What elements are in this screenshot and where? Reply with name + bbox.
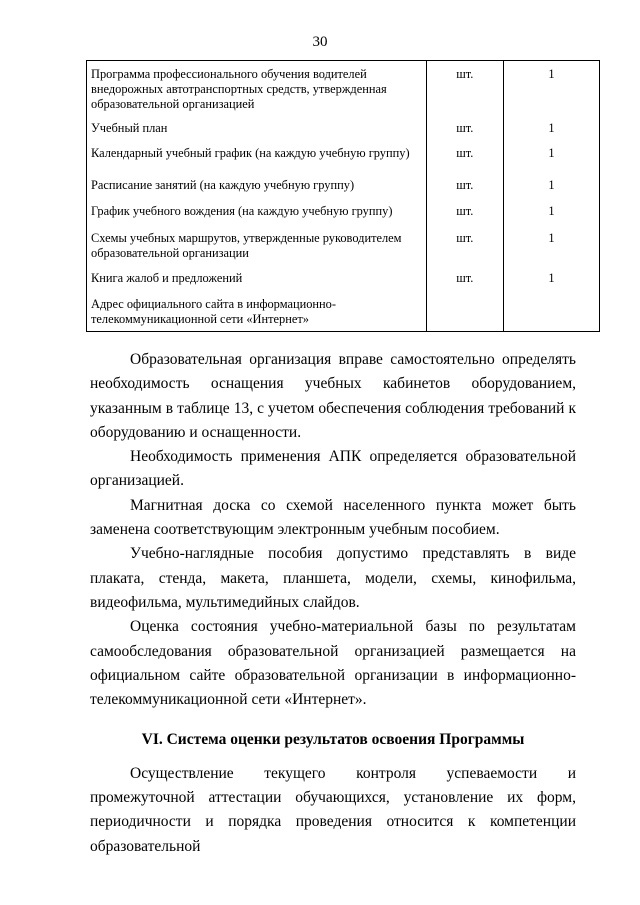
item-unit: шт. — [426, 178, 503, 204]
paragraph: Образовательная организация вправе самостоятельно определять необходимость оснащения учебных кабинетов оборудованием, указанным в таблице 13, с учетом обеспечения соблюдения требований к оборудованию и оснащенности. — [90, 351, 576, 441]
item-quantity — [503, 297, 599, 332]
item-name: Программа профессионального обучения водителей внедорожных автотранспортных средств, утвержденная образовательной организацией — [87, 61, 427, 121]
table-row — [87, 178, 600, 204]
paragraph: Оценка состояния учебно-материальной базы по результатам самообследования образовательной организацией размещается на официальном сайте образовательной организации в информационно-телекоммуникационной сети «Интернет». — [90, 618, 576, 709]
body-text — [90, 348, 576, 859]
item-unit: шт. — [426, 271, 503, 297]
equipment-table — [86, 60, 600, 332]
item-unit: шт. — [426, 121, 503, 146]
paragraph: Учебно-наглядные пособия допустимо представлять в виде плаката, стенда, макета, планшета, модели, схемы, кинофильма, видеофильма, мультимедийных слайдов. — [90, 545, 576, 611]
item-quantity: 1 — [503, 231, 599, 271]
item-unit: шт. — [426, 204, 503, 231]
item-name: Схемы учебных маршрутов, утвержденные руководителем образовательной организации — [87, 231, 427, 271]
table-row — [87, 297, 600, 332]
section-heading: VI. Система оценки результатов освоения Программы — [141, 731, 525, 749]
item-quantity: 1 — [503, 121, 599, 146]
table-row — [87, 121, 600, 146]
item-unit: шт. — [426, 146, 503, 178]
item-name: График учебного вождения (на каждую учебную группу) — [87, 204, 427, 231]
item-unit — [426, 297, 503, 332]
item-name: Расписание занятий (на каждую учебную группу) — [87, 178, 427, 204]
item-name: Календарный учебный график (на каждую учебную группу) — [87, 146, 427, 178]
table-row — [87, 204, 600, 231]
item-unit: шт. — [426, 231, 503, 271]
item-unit: шт. — [426, 61, 503, 121]
item-quantity: 1 — [503, 61, 599, 121]
paragraph: Необходимость применения АПК определяется образовательной организацией. — [90, 448, 576, 490]
table-row — [87, 231, 600, 271]
item-quantity: 1 — [503, 204, 599, 231]
item-quantity: 1 — [503, 271, 599, 297]
page-number: 30 — [312, 34, 328, 50]
item-quantity: 1 — [503, 178, 599, 204]
item-name: Книга жалоб и предложений — [87, 271, 427, 297]
paragraph: Магнитная доска со схемой населенного пункта может быть заменена соответствующим электронным учебным пособием. — [90, 496, 576, 539]
table-row — [87, 146, 600, 178]
item-name: Адрес официального сайта в информационно-телекоммуникационной сети «Интернет» — [87, 297, 427, 332]
item-quantity: 1 — [503, 146, 599, 178]
item-name: Учебный план — [87, 121, 427, 146]
paragraph: Осуществление текущего контроля успеваемости и промежуточной аттестации обучающихся, установление их форм, периодичности и порядка проведения относится к компетенции образовательной — [90, 764, 576, 855]
table-row — [87, 61, 600, 121]
table-row — [87, 271, 600, 297]
